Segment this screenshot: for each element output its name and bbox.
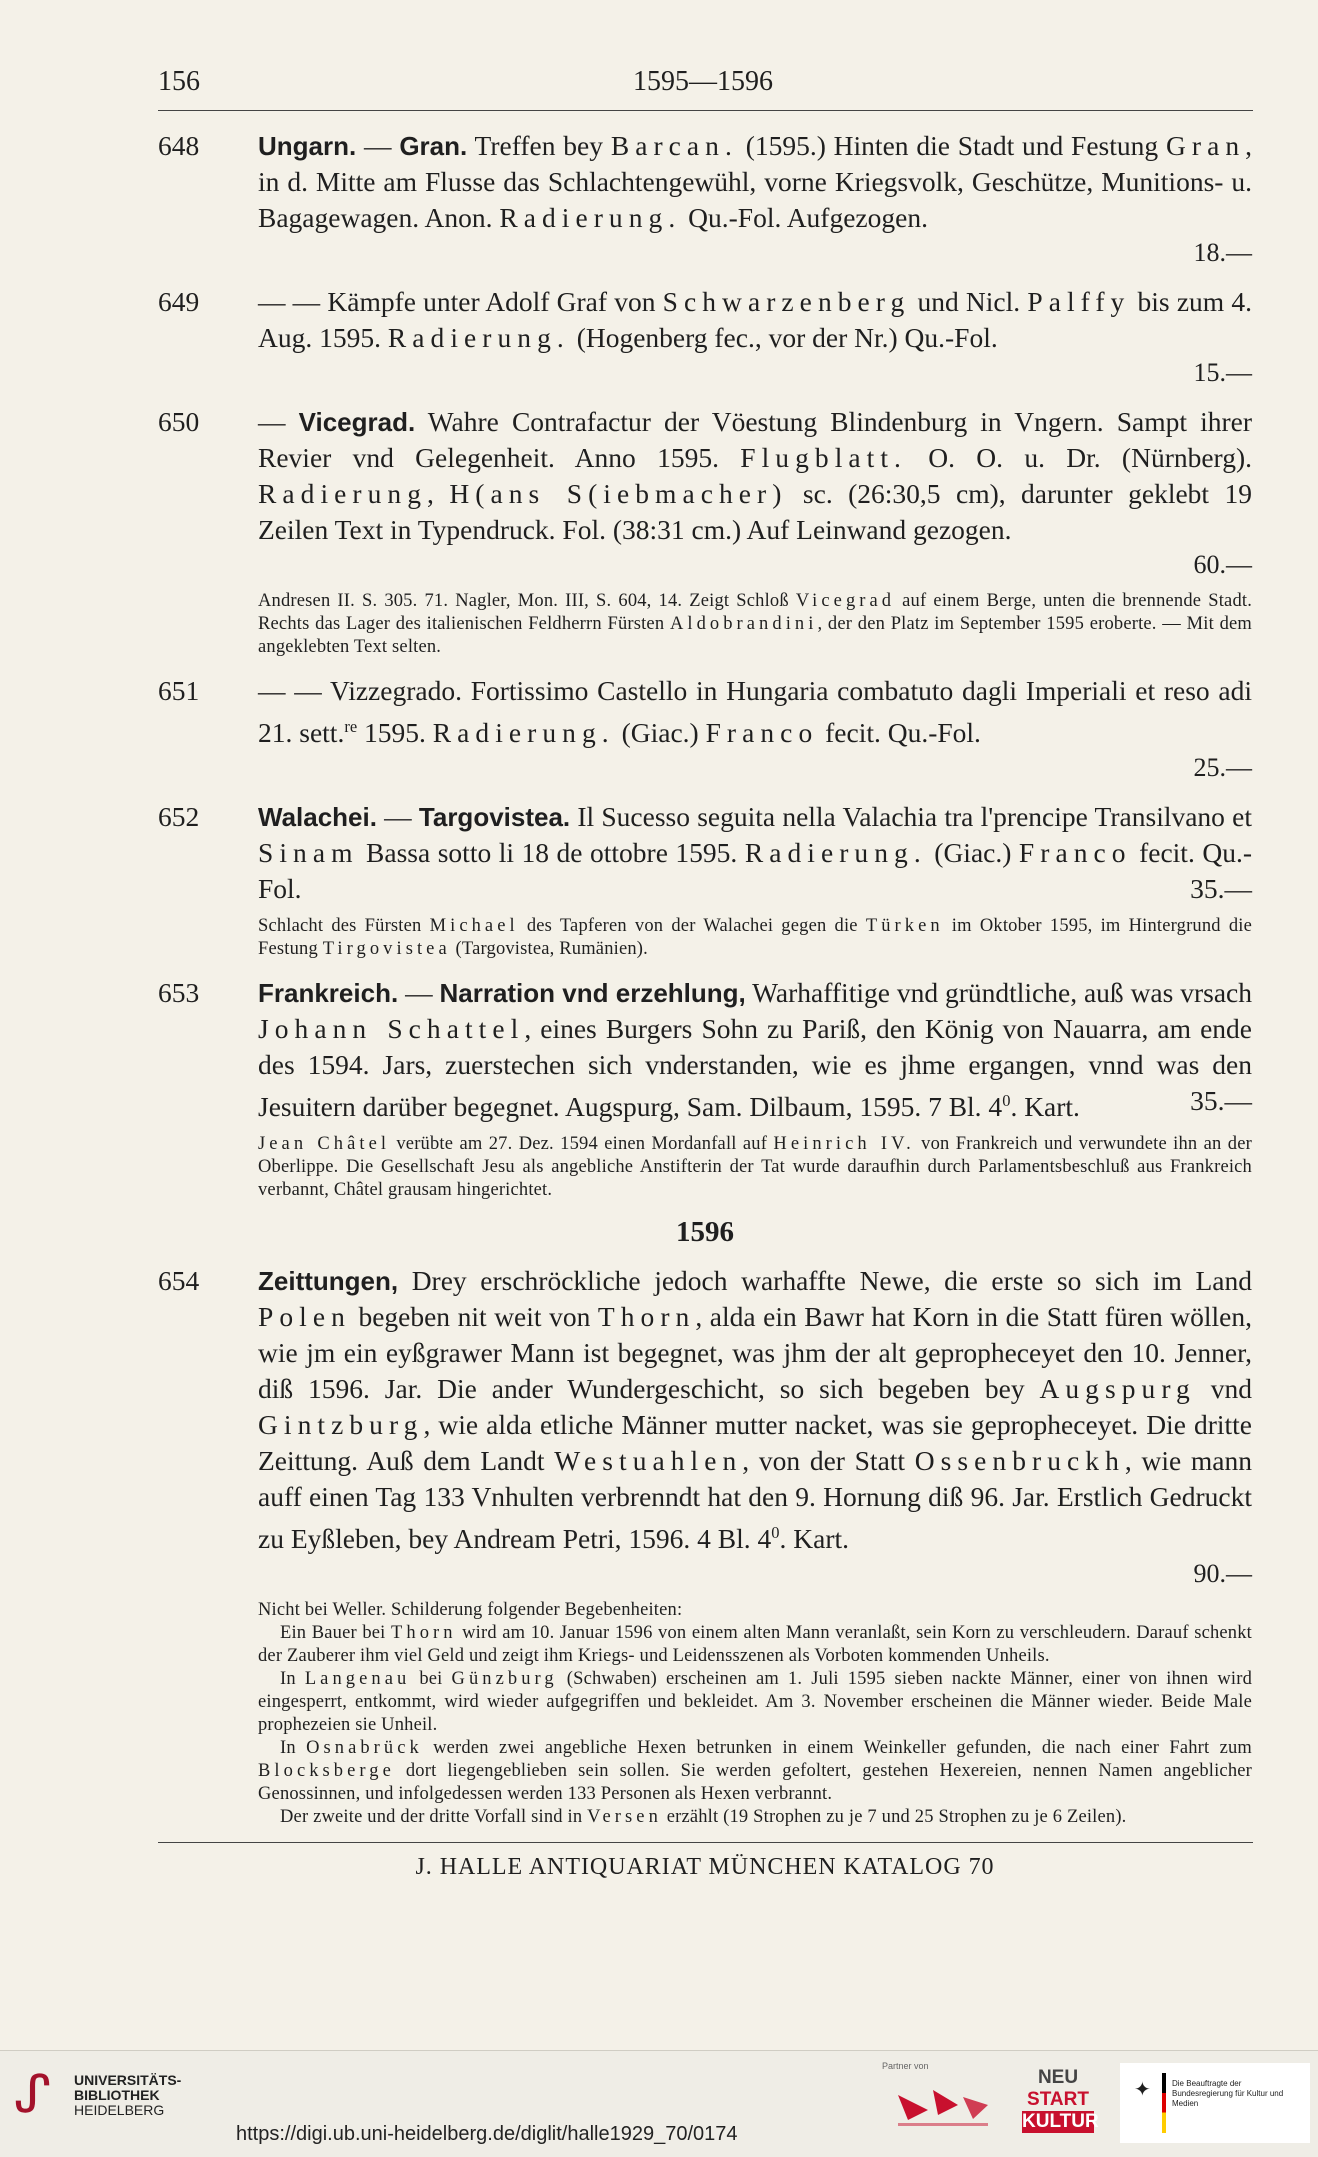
spaced-name: Radierung — [258, 478, 428, 509]
annotation-paragraph — [258, 1622, 1252, 1668]
entry-subheading: Targovistea. — [418, 802, 571, 833]
catalog-entry — [158, 1263, 1252, 1591]
entry-price: 15.— — [1193, 358, 1252, 387]
ditto-dashes: — — [258, 406, 299, 437]
entry-heading: Zeittungen, — [258, 1266, 399, 1297]
entry-annotation — [158, 1133, 1252, 1202]
text-run: , von der Statt — [742, 1445, 915, 1477]
entry-heading: Ungarn. — [258, 131, 357, 161]
text-run: Drey erschröckliche jedoch warhaffte Newe, die erste so sich im Land — [398, 1265, 1252, 1297]
spaced-name: H(ans S(iebmacher) — [449, 478, 788, 509]
spaced-name: Heinrich IV. — [773, 1134, 915, 1155]
spaced-name: Barcan. — [610, 130, 738, 161]
viewer-bottom-bar — [0, 2050, 1318, 2157]
spaced-name: Augspurg — [1039, 1373, 1196, 1405]
text-run: Nicht bei Weller. Schilderung folgender Begebenheiten: — [258, 1600, 683, 1621]
text-run: Il Sucesso seguita nella Valachia tra l'prencipe Transilvano et — [570, 801, 1252, 833]
entry-price: 60.— — [1193, 550, 1252, 579]
text-run: (Giac.) — [926, 837, 1019, 869]
entry-number: 649 — [158, 286, 200, 317]
spaced-name: Flugblatt. — [740, 442, 907, 473]
annotation-paragraph — [258, 1133, 1252, 1202]
spaced-name: Thorn — [391, 1623, 457, 1644]
bkm-logo[interactable] — [1120, 2063, 1310, 2143]
neu-word: NEU — [1037, 2067, 1079, 2088]
entry-heading: Vicegrad. — [298, 407, 416, 437]
superscript: 0 — [1002, 1091, 1011, 1111]
text-run: O. O. u. Dr. (Nürnberg). — [906, 442, 1253, 473]
spaced-name: Thorn — [597, 1301, 696, 1333]
ub-mark-icon: ᔑ — [14, 2065, 52, 2125]
text-run: . Kart. — [779, 1523, 849, 1555]
text-run: In — [280, 1738, 307, 1759]
text-run: Kämpfe unter Adolf Graf von — [327, 286, 663, 317]
entry-price: 35.— — [1190, 1085, 1252, 1117]
text-run: Ein Bauer bei — [280, 1623, 392, 1644]
entry-subheading: Gran. — [399, 131, 468, 161]
bkm-label: Die Beauftragte der Bundesregierung für Kultur und Medien — [1172, 2079, 1284, 2108]
entry-price: 35.— — [1190, 873, 1252, 905]
annotation-paragraph — [258, 915, 1252, 961]
text-run: vnd — [1195, 1373, 1252, 1405]
start-word: START — [1027, 2089, 1089, 2110]
text-run: In — [280, 1669, 305, 1690]
text-run: Andresen II. S. 305. 71. Nagler, Mon. III, S. 604, 14. Zeigt Schloß — [258, 591, 796, 611]
entry-annotation — [158, 590, 1252, 659]
text-run: , eines Burgers Sohn zu Pariß, den König von Nauarra, am ende des 1594. Jars, zuerstechen sich vnderstanden, wie es jhme ergangen, vnnd was den Jesuitern darüber begegnet. Augspurg, Sam. Dilbaum, 1595. 7 Bl. 4 — [258, 1013, 1252, 1123]
text-run: Bassa sotto li 18 de ottobre 1595. — [358, 837, 745, 869]
neustart-kultur-logo[interactable] — [1022, 2067, 1099, 2149]
text-run: fecit. Qu.-Fol. — [818, 717, 981, 749]
text-run: (Schwaben) erscheinen am 1. Juli 1595 sieben nackte Männer, einer von ihnen wird eingesperrt, entkommt, wird wieder aufgegriffen und bekleidet. Am 3. November erscheinen die Männer wieder. Beide Male prophezeien sie Unheil. — [258, 1669, 1253, 1736]
entries-1596 — [158, 1263, 1252, 1829]
spaced-name: Polen — [258, 1301, 351, 1333]
library-name-line3: HEIDELBERG — [74, 2102, 165, 2118]
spaced-name: Gran — [1165, 130, 1246, 161]
text-run: Der zweite und der dritte Vorfall sind in — [280, 1807, 588, 1828]
annotation-paragraph — [258, 1737, 1252, 1806]
catalog-entry — [158, 673, 1252, 785]
spaced-name: Vicegrad — [795, 591, 896, 611]
text-run: (Targovistea, Rumänien). — [450, 939, 648, 960]
text-run: , — [427, 478, 450, 509]
permalink-url[interactable]: https://digi.ub.uni-heidelberg.de/diglit/halle1929_70/0174 — [236, 2123, 738, 2145]
text-run: werden zwei angebliche Hexen betrunken in einem Weinkeller gefunden, die nach einer Fahrt zum — [422, 1738, 1252, 1759]
entry-number: 651 — [158, 675, 200, 706]
entry-number: 650 — [158, 406, 200, 437]
kultur-word: KULTUR — [1022, 2111, 1099, 2132]
text-run: bei — [410, 1669, 452, 1690]
text-run: (Giac.) — [614, 717, 706, 749]
entry-heading: Frankreich. — [258, 978, 399, 1009]
library-name-line1: UNIVERSITÄTS- — [74, 2072, 182, 2088]
spaced-name: Radierung. — [744, 837, 927, 869]
ditto-dashes: — — — [258, 286, 328, 317]
running-head-years: 1595—1596 — [633, 66, 773, 97]
text-run: dort liegengeblieben sein sollen. Sie werden gefoltert, gestehen Hexereien, nennen Namen angeblicher Genossinnen, und infolgedessen werden 133 Personen als Hexen verbrannt. — [258, 1761, 1252, 1805]
superscript: 0 — [771, 1523, 780, 1543]
text-run: . Kart. — [1010, 1091, 1080, 1123]
entry-price: 90.— — [1193, 1559, 1252, 1589]
entry-number: 652 — [158, 801, 200, 833]
text-run: verübte am 27. Dez. 1594 einen Mordanfall auf — [390, 1134, 774, 1155]
text-run: 1595. — [357, 717, 433, 749]
spaced-name: Versen — [587, 1807, 662, 1828]
spaced-name: Tirgovistea — [322, 939, 451, 960]
entry-number: 648 — [158, 130, 200, 161]
text-run: im Oktober 1595, im Hintergrund die Festung — [258, 916, 1253, 960]
spaced-name: Sinam — [258, 837, 359, 869]
annotation-paragraph — [258, 1668, 1252, 1737]
spaced-name: Franco — [1018, 837, 1132, 869]
text-run: , der den Platz im September 1595 eroberte. — Mit dem angeklebten Text selten. — [258, 614, 1252, 657]
year-heading: 1596 — [676, 1216, 734, 1249]
text-run: sc. (26:30,5 cm), darunter geklebt 19 Zeilen Text in Typendruck. Fol. (38:31 cm.) Auf Leinwand gezogen. — [258, 478, 1252, 545]
text-run: fecit. Qu.-Fol. — [258, 837, 1252, 905]
library-name-line2: BIBLIOTHEK — [74, 2087, 160, 2103]
text-run: begeben nit weit von — [350, 1301, 598, 1333]
heading-dash: — — [356, 130, 400, 161]
superscript: re — [344, 717, 358, 736]
spaced-name: Ossenbruckh — [914, 1445, 1125, 1477]
catalog-entry — [158, 128, 1252, 270]
entry-number: 654 — [158, 1265, 200, 1297]
catalog-footer: J. HALLE ANTIQUARIAT MÜNCHEN KATALOG 70 — [415, 1854, 995, 1880]
ddb-logo-icon[interactable] — [888, 2075, 998, 2131]
spaced-name: Franco — [705, 717, 819, 749]
ditto-dashes: — — — [258, 675, 330, 706]
text-run: Warhaffitige vnd gründtliche, auß was vrsach — [745, 977, 1253, 1009]
spaced-name: Türken — [865, 916, 944, 937]
spaced-name: Blocksberge — [258, 1761, 395, 1782]
spaced-name: Osnabrück — [306, 1738, 423, 1759]
spaced-name: Aldobrandini — [669, 614, 818, 634]
spaced-name: Schwarzenberg — [662, 286, 911, 317]
entry-annotation — [158, 915, 1252, 961]
spaced-name: Jean Châtel — [258, 1134, 391, 1155]
text-run: bis zum 4. Aug. 1595. — [258, 286, 1252, 353]
catalog-entry — [158, 975, 1252, 1125]
heading-dash: — — [376, 801, 419, 833]
heading-dash: — — [398, 977, 440, 1009]
entry-price: 18.— — [1193, 238, 1252, 267]
text-run: Qu.-Fol. Aufgezogen. — [681, 202, 928, 233]
entry-price: 25.— — [1193, 753, 1252, 783]
spaced-name: Günzburg — [451, 1669, 558, 1690]
text-run: erzählt (19 Strophen zu je 7 und 25 Strophen zu je 6 Zeilen). — [661, 1807, 1127, 1828]
entries-1595 — [158, 128, 1252, 1202]
text-run: (Hogenberg fec., vor der Nr.) Qu.-Fol. — [569, 322, 998, 353]
text-run: Schlacht des Fürsten — [258, 916, 430, 937]
page-number: 156 — [158, 66, 200, 97]
text-run: auf einem Berge, unten die brennende Stadt. Rechts das Lager des italienischen Feldherrn Fürsten — [258, 591, 1253, 634]
german-flag-icon — [1162, 2073, 1166, 2133]
spaced-name: Michael — [429, 916, 519, 937]
entry-number: 653 — [158, 977, 200, 1009]
catalog-entry — [158, 404, 1252, 582]
text-run: , wie alda etliche Männer mutter nacket, was sie geprophеceyet. Die dritte Zeittung. Auß dem Landt — [258, 1409, 1252, 1477]
page-header — [158, 66, 1248, 106]
spaced-name: Langenau — [304, 1669, 411, 1690]
text-run: , wie mann auff einen Tag 133 Vnhulten verbrenndt hat den 9. Hornung diß 96. Jar. Erstlich Gedruckt zu Eyßleben, bey Andream Petri, 1596. 4 Bl. 4 — [258, 1445, 1252, 1555]
catalog-entries — [158, 128, 1252, 1843]
catalog-entry — [158, 284, 1252, 390]
spaced-name: Gintzburg — [258, 1409, 424, 1441]
text-run: wird am 10. Januar 1596 von einem alten Mann veranlaßt, sein Korn zu verschleudern. Darauf schenkt der Zauberer ihm viel Geld und zeigt ihm Kriegs- und Leidensszenen als Vorboten kommenden Unheils. — [258, 1623, 1253, 1667]
catalog-entry — [158, 799, 1252, 907]
spaced-name: Radierung. — [499, 202, 682, 233]
text-run: des Tapferen von der Walachei gegen die — [518, 916, 866, 937]
spaced-name: Palffy — [1027, 286, 1131, 317]
footer-rule — [158, 1842, 1253, 1843]
text-run: (1595.) Hinten die Stadt und Festung — [737, 130, 1166, 161]
entry-annotation — [158, 1599, 1252, 1829]
spaced-name: Radierung. — [432, 717, 615, 749]
text-run: Vizzegrado. Fortissimo Castello in Hungaria combatuto dagli Imperiali et reso adi 21. sett. — [258, 675, 1252, 749]
entry-subheading: Narration vnd erzehlung, — [439, 978, 746, 1009]
spaced-name: Radierung. — [387, 322, 570, 353]
entry-heading: Walachei. — [258, 802, 377, 833]
text-run: von Frankreich und verwundete ihn an der Oberlippe. Die Gesellschaft Jesu als angebliche Anstifterin der Tat wurde daraufhin durch Parlamentsbeschluß aus Frankreich verbannt, Châtel grausam hingerichtet. — [258, 1134, 1252, 1201]
text-run: Treffen bey — [467, 130, 611, 161]
text-run: und Nicl. — [910, 286, 1028, 317]
spaced-name: Westuahlen — [554, 1445, 743, 1477]
federal-eagle-icon: ✦ — [1134, 2079, 1151, 2101]
annotation-paragraph — [258, 590, 1252, 659]
spaced-name: Johann Schattel — [258, 1013, 525, 1045]
text-run: , in d. Mitte am Flusse das Schlachtengewühl, vorne Kriegsvolk, Geschütze, Munitions- u. Bagagewagen. Anon. — [258, 130, 1253, 233]
annotation-paragraph — [258, 1599, 1252, 1622]
text-run: Wahre Contrafactur der Vöestung Blindenburg in Vngern. Sampt ihrer Revier vnd Gelegenheit. Anno 1595. — [258, 406, 1252, 473]
text-run: , alda ein Bawr hat Korn in die Statt füren wöllen, wie jm ein eyßgrawer Mann ist begegnet, was jhm der alt geprophеceyet den 10. Jenner, diß 1596. Jar. Die ander Wundergeschicht, so sich begeben bey — [258, 1301, 1252, 1405]
annotation-paragraph — [258, 1806, 1252, 1829]
header-rule — [158, 110, 1253, 111]
partner-label: Partner von — [882, 2061, 929, 2071]
